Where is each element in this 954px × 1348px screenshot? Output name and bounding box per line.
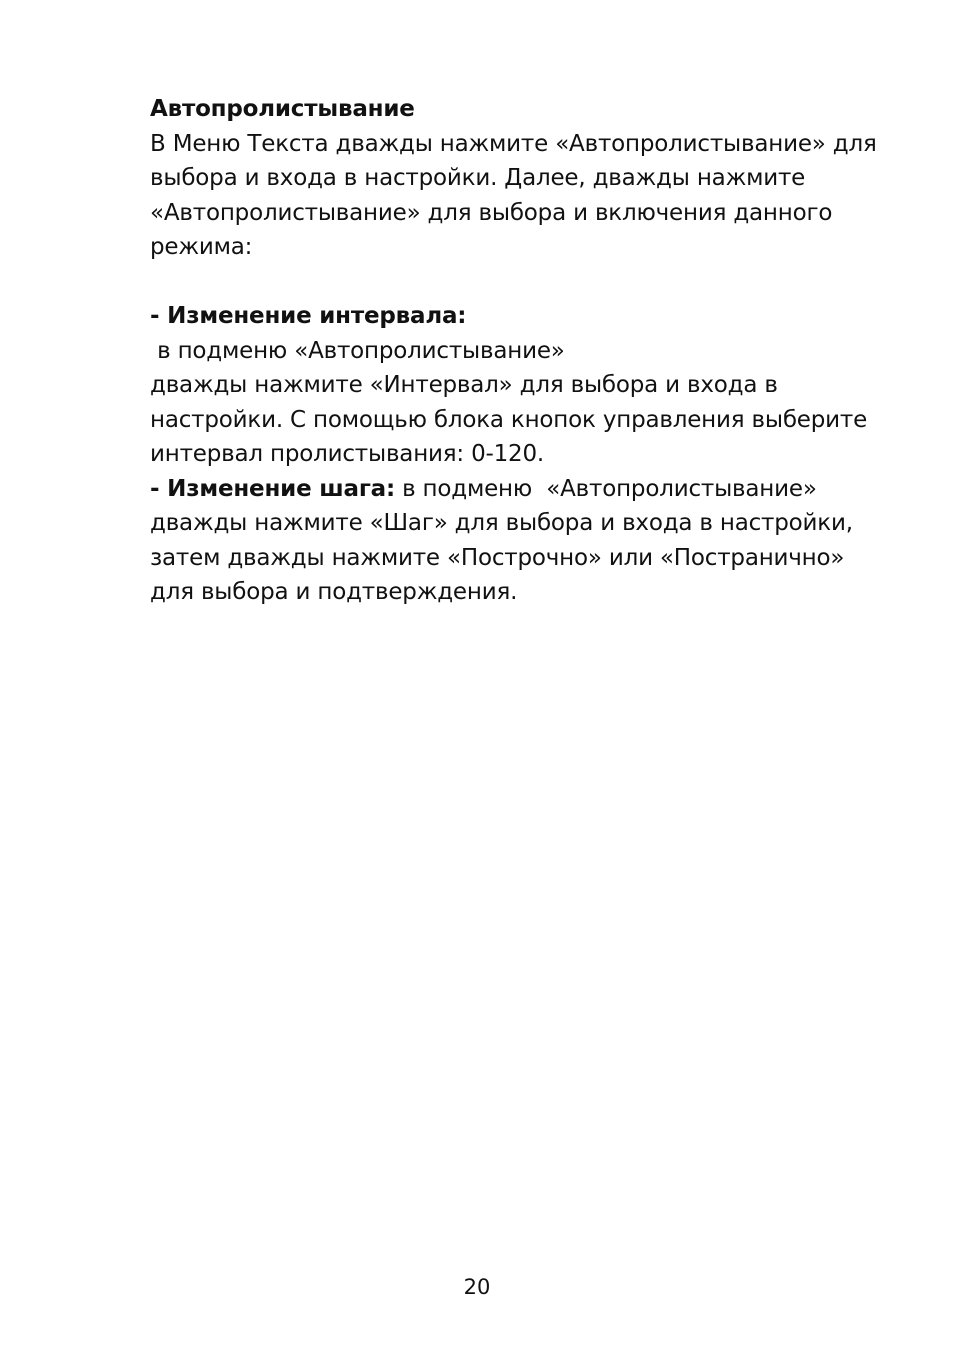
step-first-line <box>150 472 880 507</box>
intro-line: режима: <box>150 234 253 260</box>
interval-first-line <box>150 299 880 368</box>
step-line: для выбора и подтверждения. <box>150 579 518 605</box>
interval-line: дважды нажмите «Интервал» для выбора и входа в <box>150 372 778 398</box>
interval-item <box>150 299 880 472</box>
interval-first-line-text: в подменю «Автопролистывание» <box>150 337 565 364</box>
page-number: 20 <box>463 1275 491 1299</box>
interval-label: - Изменение интервала: <box>150 303 467 329</box>
interval-line: настройки. С помощью блока кнопок управления выберите <box>150 406 868 433</box>
section-title: Автопролистывание <box>150 96 415 122</box>
intro-line: выбора и входа в настройки. Далее, дважды нажмите <box>150 165 806 191</box>
paragraph-spacer <box>150 265 880 300</box>
intro-line: В Меню Текста дважды нажмите «Автопролистывание» для <box>150 130 877 157</box>
interval-line: интервал пролистывания: 0-120. <box>150 441 545 467</box>
intro-line: «Автопролистывание» для выбора и включения данного <box>150 199 833 226</box>
document-body <box>150 92 880 610</box>
step-item <box>150 472 880 610</box>
step-first-line-text: в подменю «Автопролистывание» <box>394 475 817 502</box>
intro-paragraph <box>150 127 880 265</box>
step-line: дважды нажмите «Шаг» для выбора и входа в настройки, <box>150 510 853 536</box>
step-label: - Изменение шага: <box>150 475 395 502</box>
step-line: затем дважды нажмите «Построчно» или «Постранично» <box>150 544 845 571</box>
